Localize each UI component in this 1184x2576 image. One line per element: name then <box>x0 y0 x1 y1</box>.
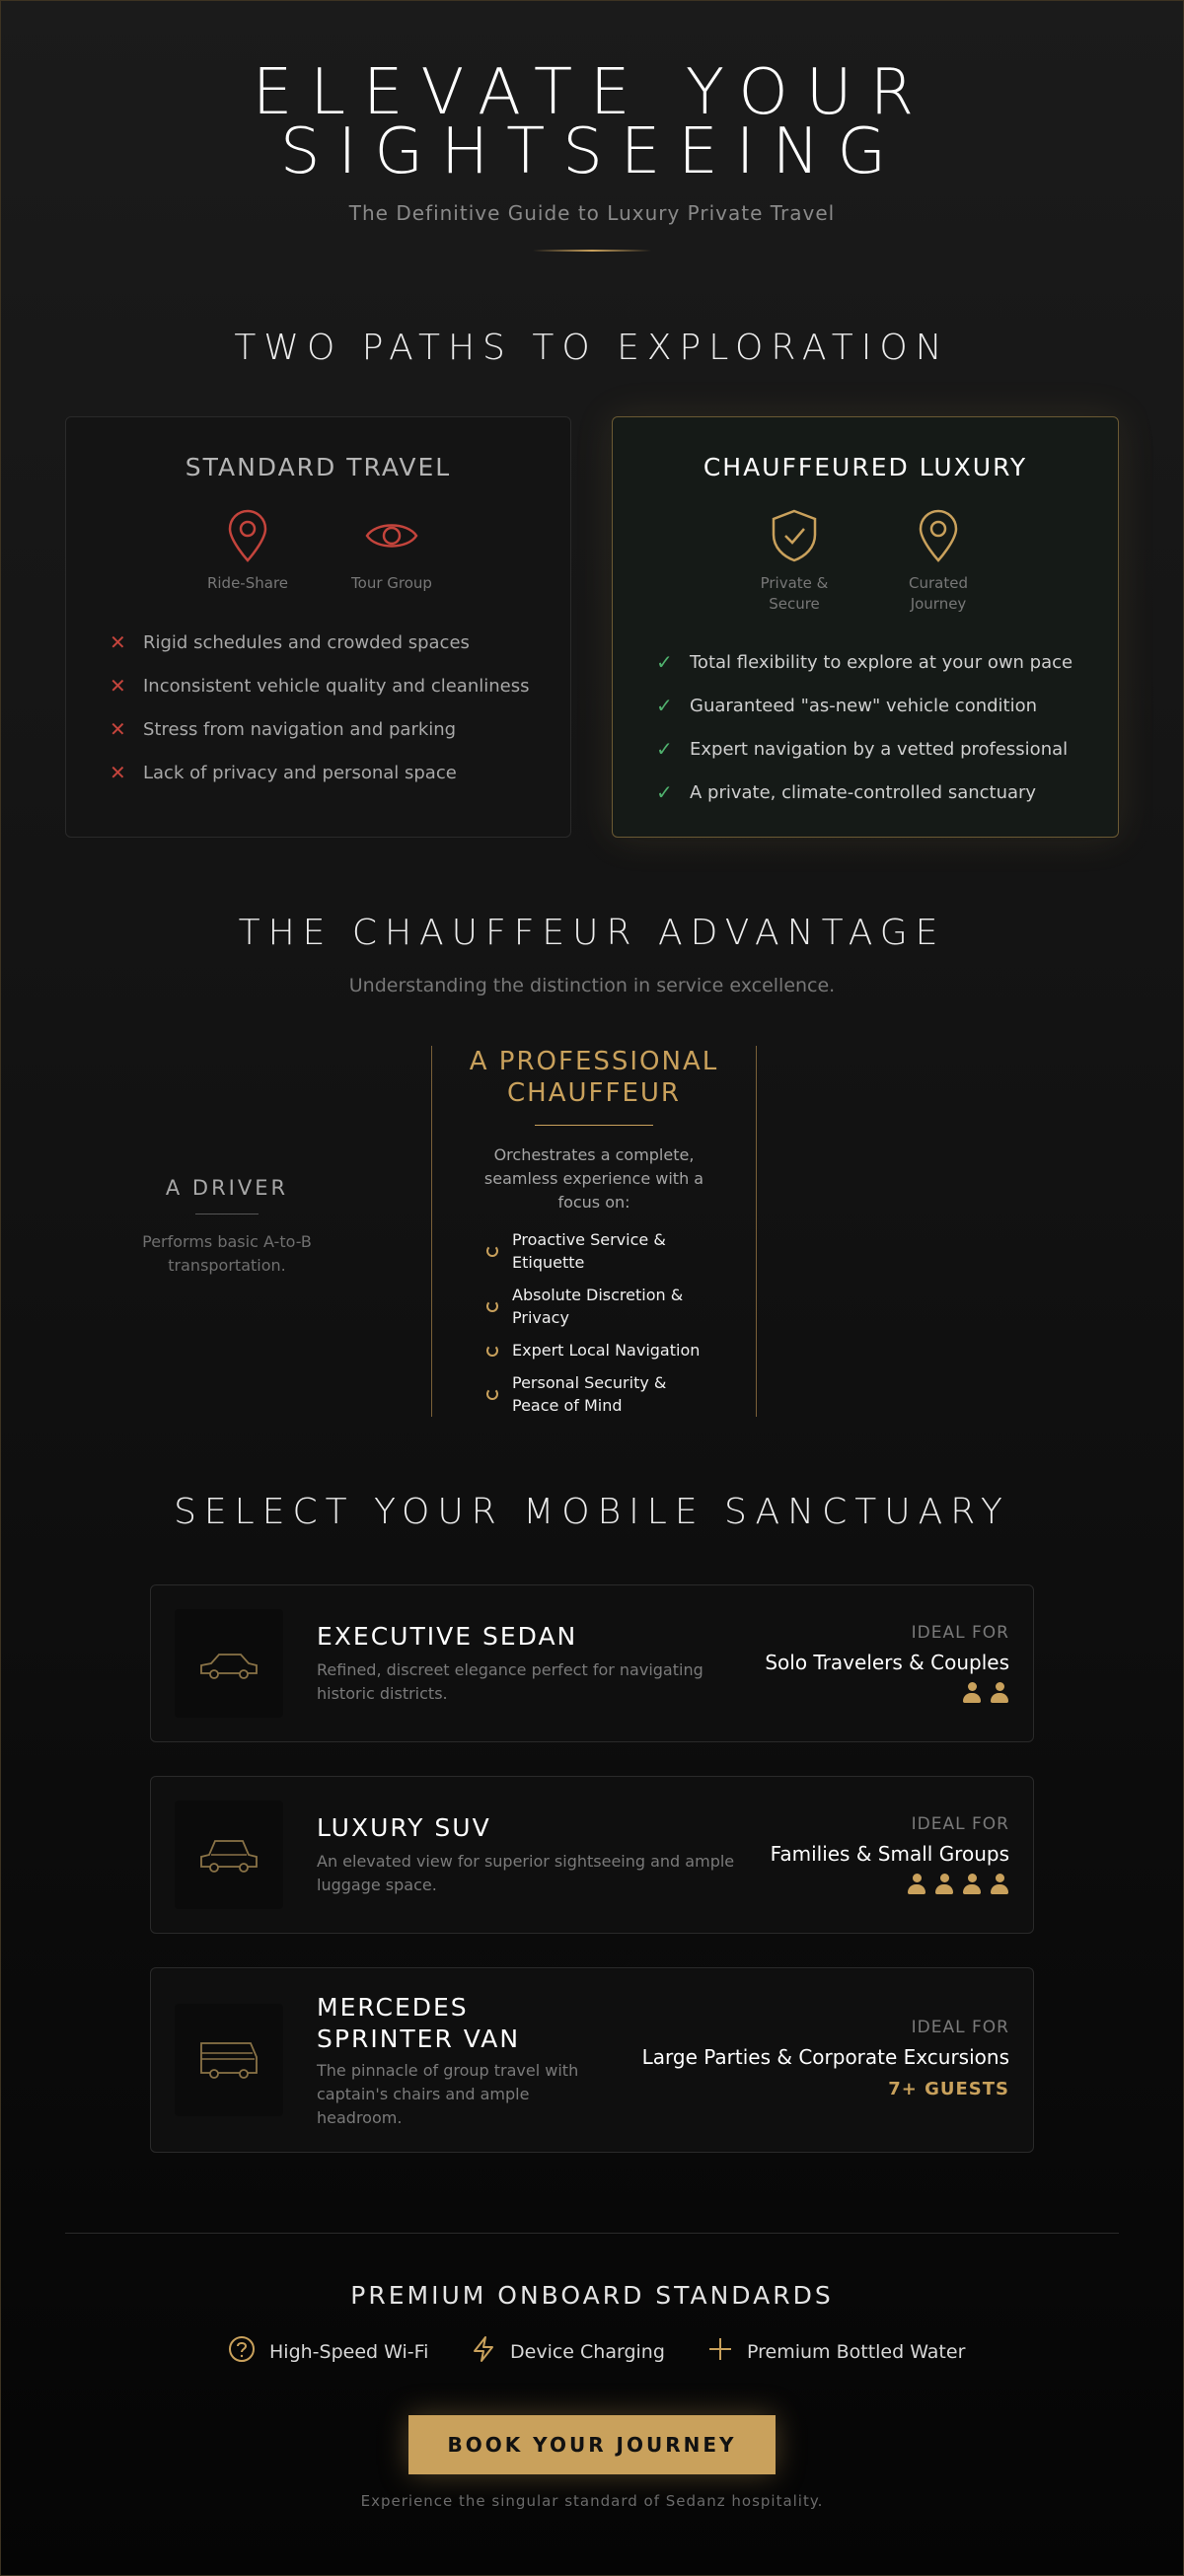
list-item: ✓ A private, climate-controlled sanctuary <box>656 780 1037 804</box>
luxury-card-title: CHAUFFEURED LUXURY <box>703 453 1028 481</box>
plus-icon <box>707 2335 747 2368</box>
hero-title-line1: ELEVATE YOUR <box>252 56 932 129</box>
person-icon <box>934 1874 954 1895</box>
cross-icon: ✕ <box>110 717 126 741</box>
guest-count: 7+ GUESTS <box>888 2079 1009 2099</box>
list-item: ✕ Inconsistent vehicle quality and cleanliness <box>110 674 530 698</box>
van-icon <box>175 2004 283 2116</box>
driver-title: A DRIVER <box>165 1176 289 1200</box>
private-secure-label-1: Private & <box>760 574 829 592</box>
ideal-for-label: IDEAL FOR <box>911 2018 1009 2037</box>
vehicle-desc-1: Refined, discreet elegance perfect for navigating <box>317 1660 703 1679</box>
ride-share-item <box>188 508 307 594</box>
list-item: ✕ Lack of privacy and personal space <box>110 761 457 784</box>
section-divider <box>65 2233 1119 2234</box>
check-icon: ✓ <box>656 780 673 804</box>
list-item: ✓ Guaranteed "as-new" vehicle condition <box>656 694 1038 717</box>
location-pin-icon <box>188 508 307 563</box>
amenity-label: Premium Bottled Water <box>747 2340 966 2363</box>
list-item: ✕ Rigid schedules and crowded spaces <box>110 630 470 654</box>
ideal-for-label: IDEAL FOR <box>911 1623 1009 1643</box>
luxury-benefits-list <box>656 640 1073 814</box>
private-secure-item <box>735 508 853 615</box>
person-icon <box>962 1682 982 1704</box>
ring-bullet-icon <box>486 1300 498 1312</box>
wifi-icon <box>228 2335 269 2368</box>
professional-desc-3: focus on: <box>557 1193 630 1212</box>
vehicle-desc-1: The pinnacle of group travel with <box>317 2061 579 2080</box>
book-journey-button[interactable]: BOOK YOUR JOURNEY <box>408 2415 776 2474</box>
driver-desc-2: transportation. <box>168 1256 286 1275</box>
eye-icon <box>333 508 451 563</box>
check-icon: ✓ <box>656 737 673 761</box>
ring-bullet-icon <box>486 1345 498 1357</box>
list-item: Personal Security & Peace of Mind <box>486 1371 756 1417</box>
vehicle-card-sedan[interactable] <box>150 1584 1034 1742</box>
cross-icon: ✕ <box>110 630 126 654</box>
curated-journey-item <box>879 508 998 615</box>
vehicle-card-van[interactable] <box>150 1967 1034 2153</box>
tour-group-item <box>333 508 451 594</box>
person-icon <box>907 1874 926 1895</box>
vehicle-desc-2: captain's chairs and ample <box>317 2085 530 2103</box>
person-icon <box>962 1874 982 1895</box>
hero-title-line2: SIGHTSEEING <box>279 115 905 188</box>
hero-divider <box>533 250 651 252</box>
fleet-title: SELECT YOUR MOBILE SANCTUARY <box>174 1492 1010 1532</box>
list-item: ✓ Total flexibility to explore at your own pace <box>656 650 1073 674</box>
tour-group-label: Tour Group <box>351 574 432 592</box>
ring-bullet-icon <box>486 1388 498 1400</box>
amenity-charging <box>471 2335 665 2368</box>
professional-desc-1: Orchestrates a complete, <box>493 1145 695 1164</box>
shield-check-icon <box>735 508 853 563</box>
standard-drawbacks-list <box>110 621 529 794</box>
list-item: ✕ Stress from navigation and parking <box>110 717 457 741</box>
amenity-label: High-Speed Wi-Fi <box>269 2340 429 2363</box>
professional-title-2: CHAUFFEUR <box>507 1078 681 1108</box>
list-item: ✓ Expert navigation by a vetted professional <box>656 737 1069 761</box>
professional-chauffeur-column <box>431 1046 757 1417</box>
paths-title: TWO PATHS TO EXPLORATION <box>234 328 950 368</box>
amenity-wifi <box>228 2335 428 2368</box>
cross-icon: ✕ <box>110 761 126 784</box>
sedan-icon <box>175 1609 283 1718</box>
location-pin-icon <box>879 508 998 563</box>
vehicle-card-suv[interactable] <box>150 1776 1034 1934</box>
premium-title: PREMIUM ONBOARD STANDARDS <box>350 2281 834 2310</box>
curated-journey-label-1: Curated <box>909 574 968 592</box>
advantage-subtitle: Understanding the distinction in service excellence. <box>348 975 836 996</box>
check-icon: ✓ <box>656 694 673 717</box>
professional-divider <box>535 1125 653 1126</box>
ring-bullet-icon <box>486 1245 498 1257</box>
driver-desc-1: Performs basic A-to-B <box>142 1232 312 1251</box>
advantage-title: THE CHAUFFEUR ADVANTAGE <box>238 913 946 953</box>
vehicle-desc-2: luggage space. <box>317 1876 437 1894</box>
vehicle-name-1: MERCEDES <box>317 1993 469 2022</box>
check-icon: ✓ <box>656 650 673 674</box>
footer-tagline: Experience the singular standard of Sedanz hospitality. <box>360 2492 824 2510</box>
ride-share-label: Ride-Share <box>206 574 289 592</box>
person-icon <box>990 1874 1009 1895</box>
person-icon <box>990 1682 1009 1704</box>
guest-icons <box>771 1874 1009 1895</box>
curated-journey-label-2: Journey <box>910 595 967 613</box>
vehicle-desc-2: historic districts. <box>317 1684 448 1703</box>
standard-travel-card <box>65 416 571 838</box>
ideal-for-value: Solo Travelers & Couples <box>765 1651 1009 1674</box>
vehicle-desc-1: An elevated view for superior sightseeing and ample <box>317 1852 735 1871</box>
ideal-for-value: Large Parties & Corporate Excursions <box>641 2045 1009 2069</box>
list-item: Expert Local Navigation <box>486 1339 756 1362</box>
ideal-for-block <box>765 1623 1009 1704</box>
vehicle-name: LUXURY SUV <box>317 1813 491 1842</box>
lightning-icon <box>471 2335 510 2368</box>
professional-title-1: A PROFESSIONAL <box>469 1047 719 1076</box>
vehicle-name-2: SPRINTER VAN <box>317 2024 521 2053</box>
amenity-water <box>707 2335 965 2368</box>
ideal-for-value: Families & Small Groups <box>770 1842 1009 1866</box>
driver-column <box>128 1176 326 1278</box>
list-item: Absolute Discretion & Privacy <box>486 1284 756 1329</box>
professional-desc-2: seamless experience with a <box>483 1169 704 1188</box>
vehicle-desc-3: headroom. <box>317 2108 403 2127</box>
suv-icon <box>175 1801 283 1909</box>
private-secure-label-2: Secure <box>769 595 820 613</box>
ideal-for-block <box>642 2018 1009 2099</box>
vehicle-name: EXECUTIVE SEDAN <box>317 1622 578 1651</box>
professional-focus-list <box>486 1228 756 1417</box>
chauffeured-luxury-card <box>612 416 1119 838</box>
cross-icon: ✕ <box>110 674 126 698</box>
ideal-for-block <box>771 1814 1009 1895</box>
guest-icons <box>765 1682 1009 1704</box>
list-item: Proactive Service & Etiquette <box>486 1228 756 1274</box>
ideal-for-label: IDEAL FOR <box>911 1814 1009 1834</box>
hero-subtitle: The Definitive Guide to Luxury Private Travel <box>348 201 836 225</box>
standard-card-title: STANDARD TRAVEL <box>185 453 452 481</box>
amenity-label: Device Charging <box>510 2340 665 2363</box>
